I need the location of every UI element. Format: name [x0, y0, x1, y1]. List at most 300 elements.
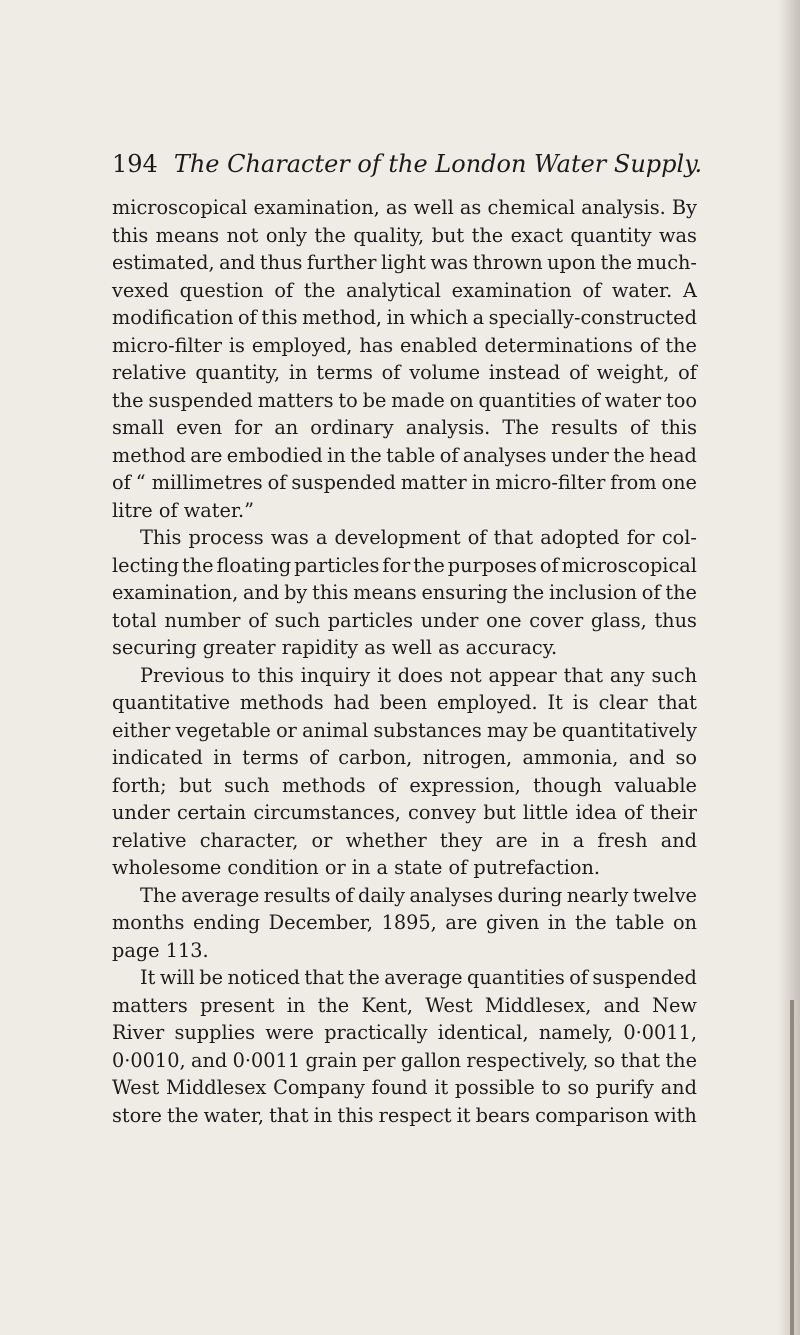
word: present	[200, 993, 275, 1017]
word: during	[497, 883, 563, 907]
word: the	[613, 443, 645, 467]
word: water	[604, 388, 662, 412]
word: means	[155, 223, 220, 247]
word: the	[348, 966, 380, 989]
word: comparison	[535, 1103, 649, 1127]
word: or	[311, 828, 333, 852]
word: question	[179, 278, 264, 302]
word: this	[337, 1103, 374, 1127]
word: ammonia,	[522, 746, 619, 769]
word: daily	[357, 883, 406, 907]
word: of	[381, 361, 401, 384]
word: gallon	[400, 1048, 462, 1072]
word: and	[190, 1048, 228, 1072]
word: micro-filter	[112, 333, 222, 357]
word: store	[112, 1103, 162, 1127]
word: Middlesex	[166, 1076, 267, 1099]
word: though	[533, 773, 603, 797]
word: under	[112, 801, 170, 824]
word: This	[140, 526, 182, 549]
word: of	[467, 526, 487, 549]
text-line	[112, 689, 697, 717]
word: their	[649, 801, 697, 824]
text-line	[112, 964, 697, 992]
word: under	[420, 608, 479, 632]
text-line	[112, 359, 697, 387]
word: not	[226, 223, 259, 247]
word: 0·0010,	[112, 1048, 186, 1072]
word: upon	[547, 251, 596, 274]
word: process	[188, 526, 264, 549]
word: head	[649, 443, 697, 467]
word: Previous	[140, 663, 225, 687]
text-line	[112, 854, 697, 882]
word: inquiry	[300, 663, 371, 687]
word: may	[486, 718, 528, 742]
word: examination	[451, 278, 572, 302]
word: to	[338, 388, 358, 412]
word: page 113.	[112, 938, 209, 962]
word: examination,	[112, 581, 239, 604]
word: given	[486, 911, 540, 934]
text-line	[112, 304, 697, 332]
word: in	[286, 993, 306, 1017]
word: microscopical	[112, 196, 248, 219]
text-line	[112, 992, 697, 1020]
word: of	[112, 471, 131, 494]
word: but	[179, 773, 212, 797]
word: well	[413, 196, 454, 219]
word: light	[380, 251, 426, 274]
word: will	[159, 966, 195, 989]
word: in	[313, 1103, 333, 1127]
word: or	[276, 718, 297, 742]
word: particles	[294, 553, 380, 577]
word: was	[270, 526, 309, 549]
word: A	[682, 278, 697, 302]
word: substances	[373, 718, 482, 742]
word: the	[182, 553, 214, 577]
word: modification	[112, 306, 234, 329]
word: that	[493, 526, 534, 549]
word: quantities	[466, 966, 565, 989]
word: months	[112, 911, 185, 934]
word: the	[512, 581, 545, 604]
text-line	[112, 744, 697, 772]
word: method	[112, 443, 186, 467]
word: nitrogen,	[422, 746, 513, 769]
text-line	[112, 387, 697, 415]
word: floating	[216, 553, 292, 577]
word: in	[547, 911, 567, 934]
word: table	[615, 911, 665, 934]
word: with	[654, 1103, 697, 1127]
text-line	[112, 249, 697, 277]
word: ordinary	[310, 416, 394, 439]
word: nearly	[566, 883, 629, 907]
word: a	[315, 526, 328, 549]
word: thus	[654, 608, 697, 632]
word: valuable	[614, 773, 697, 797]
word: small	[112, 416, 165, 439]
word: matter	[400, 471, 467, 494]
word: inclusion	[548, 581, 637, 604]
word: The	[502, 416, 540, 439]
word: practically	[324, 1021, 428, 1044]
word: the	[575, 911, 607, 934]
word: a	[472, 306, 485, 329]
word: are	[495, 828, 528, 852]
word: analyses	[462, 443, 547, 467]
word: the	[600, 251, 633, 274]
word: of	[439, 443, 459, 467]
word: identical,	[437, 1021, 529, 1044]
word: this	[660, 416, 697, 439]
word: as	[459, 196, 482, 219]
word: cover	[529, 608, 584, 632]
word: in	[288, 361, 308, 384]
word: one	[661, 471, 697, 494]
word: the	[112, 388, 144, 412]
word: such	[651, 663, 697, 687]
word: they	[439, 828, 483, 852]
word: of	[641, 581, 661, 604]
word: means	[353, 581, 417, 604]
word: quantitatively	[561, 718, 697, 742]
text-line	[112, 772, 697, 800]
word: found	[371, 1076, 428, 1099]
word: development	[334, 526, 461, 549]
word: purposes	[447, 553, 537, 577]
word: Company	[273, 1076, 365, 1099]
word: results	[263, 883, 331, 907]
word: for	[234, 416, 263, 439]
text-line	[112, 332, 697, 360]
word: examination,	[253, 196, 380, 219]
word: indicated	[112, 746, 203, 769]
page-edge-shadow	[778, 0, 800, 1335]
word: table	[386, 443, 436, 467]
text-line	[112, 634, 697, 662]
word: be	[199, 966, 224, 989]
word: this	[257, 663, 294, 687]
word: the	[665, 581, 697, 604]
word: average	[384, 966, 463, 989]
word: grain	[305, 1048, 358, 1072]
word: December,	[268, 911, 373, 934]
word: matters	[112, 993, 188, 1017]
word: further	[306, 251, 377, 274]
word: this	[112, 223, 149, 247]
word: for	[626, 526, 655, 549]
word: of	[639, 333, 659, 357]
text-line	[112, 552, 697, 580]
word: appear	[488, 663, 557, 687]
word: suspended	[291, 471, 396, 494]
word: an	[274, 416, 299, 439]
word: in	[213, 746, 232, 769]
word: methods	[239, 691, 324, 714]
word: micro-filter	[495, 471, 606, 494]
word: volume	[409, 361, 480, 384]
word: on	[449, 388, 474, 412]
word: employed,	[251, 333, 353, 357]
word: ensuring	[421, 581, 508, 604]
word: but	[431, 223, 465, 247]
word: in	[540, 828, 560, 852]
word: that	[657, 691, 697, 714]
word: is	[228, 333, 245, 357]
word: does	[397, 663, 444, 687]
word: twelve	[632, 883, 697, 907]
word: quantitative	[112, 691, 231, 714]
word: but	[483, 801, 516, 824]
word: not	[449, 663, 482, 687]
word: be	[532, 718, 557, 742]
word: of	[309, 746, 328, 769]
word: It	[547, 691, 563, 714]
word: purify	[595, 1076, 654, 1099]
word: to	[541, 1076, 561, 1099]
word: under	[551, 443, 609, 467]
text-line	[112, 497, 697, 525]
word: 0·0011,	[623, 1021, 697, 1044]
word: col-	[661, 526, 697, 549]
word: been	[379, 691, 428, 714]
text-line	[112, 524, 697, 552]
text-line	[112, 414, 697, 442]
word: that	[269, 1103, 309, 1127]
word: has	[359, 333, 394, 357]
word: animal	[302, 718, 369, 742]
word: on	[672, 911, 697, 934]
word: respectively,	[466, 1048, 589, 1072]
word: the	[413, 553, 445, 577]
word: it	[377, 663, 391, 687]
word: analyses	[409, 883, 494, 907]
word: glass,	[590, 608, 647, 632]
word: so	[593, 1048, 616, 1072]
body-text	[112, 194, 697, 1129]
word: whether	[345, 828, 427, 852]
word: determinations	[484, 333, 633, 357]
word: thus	[259, 251, 303, 274]
word: enabled	[400, 333, 478, 357]
word: of	[378, 773, 397, 797]
word: of	[238, 306, 257, 329]
page-edge-line	[790, 1000, 794, 1335]
word: specially-constructed	[488, 306, 697, 329]
word: and	[219, 251, 256, 274]
word: lecting	[112, 553, 180, 577]
word: quality,	[353, 223, 425, 247]
word: so	[567, 1076, 590, 1099]
word: in	[327, 443, 346, 467]
word: circumstances,	[253, 801, 401, 824]
word: that	[563, 663, 604, 687]
text-line	[112, 607, 697, 635]
word: chemical	[487, 196, 576, 219]
text-line	[112, 222, 697, 250]
word: instead	[488, 361, 561, 384]
text-line	[112, 882, 697, 910]
word: adopted	[540, 526, 620, 549]
word: weight,	[596, 361, 670, 384]
word: West	[425, 993, 473, 1017]
word: in	[471, 471, 491, 494]
word: vexed	[112, 278, 169, 302]
word: Middlesex,	[484, 993, 592, 1017]
word: only	[265, 223, 307, 247]
word: suspended	[148, 388, 253, 412]
word: little	[522, 801, 569, 824]
word: which	[409, 306, 469, 329]
word: by	[284, 581, 308, 604]
word: even	[176, 416, 223, 439]
text-line	[112, 579, 697, 607]
word: fresh	[597, 828, 648, 852]
word: analysis.	[405, 416, 491, 439]
word: and	[660, 1076, 697, 1099]
word: and	[603, 993, 640, 1017]
word: the	[350, 443, 382, 467]
word: too	[665, 388, 697, 412]
word: convey	[408, 801, 477, 824]
word: supplies	[174, 1021, 256, 1044]
word: vegetable	[175, 718, 271, 742]
word: The	[140, 883, 177, 907]
word: analytical	[346, 278, 441, 302]
word: By	[671, 196, 697, 219]
word: 1895,	[381, 911, 437, 934]
word: were	[265, 1021, 314, 1044]
word: New	[652, 993, 697, 1017]
word: the	[166, 1103, 199, 1127]
word: of	[539, 553, 559, 577]
word: this	[312, 581, 349, 604]
word: microscopical	[561, 553, 697, 577]
text-line	[112, 194, 697, 222]
word: litre of water.”	[112, 498, 254, 522]
page-number: 194	[112, 150, 158, 178]
word: thrown	[472, 251, 543, 274]
word: analysis.	[581, 196, 666, 219]
word: had	[333, 691, 370, 714]
word: quantities	[478, 388, 577, 412]
word: matters	[257, 388, 334, 412]
word: total	[112, 608, 157, 632]
word: certain	[176, 801, 247, 824]
word: such	[224, 773, 270, 797]
word: either	[112, 718, 171, 742]
word: expression,	[409, 773, 521, 797]
word: of	[581, 388, 600, 412]
word: carbon,	[338, 746, 413, 769]
word: particles	[327, 608, 414, 632]
word: the	[303, 278, 336, 302]
word: was	[659, 223, 697, 247]
word: methods	[281, 773, 366, 797]
word: quantity	[570, 223, 652, 247]
word: possible	[454, 1076, 535, 1099]
word: estimated,	[112, 251, 215, 274]
word: terms	[316, 361, 373, 384]
word: of	[569, 966, 588, 989]
word: wholesome condition or in a state of putrefaction.	[112, 856, 601, 879]
word: be	[362, 388, 387, 412]
word: West	[112, 1076, 160, 1099]
text-line	[112, 799, 697, 827]
word: method,	[302, 306, 383, 329]
word: relative	[112, 828, 187, 852]
word: water.	[611, 278, 673, 302]
word: the	[665, 333, 697, 357]
word: water,	[203, 1103, 265, 1127]
word: average	[181, 883, 260, 907]
word: results	[551, 416, 618, 439]
text-line	[112, 442, 697, 470]
word: of	[334, 883, 354, 907]
word: clear	[598, 691, 648, 714]
word: made	[391, 388, 445, 412]
text-line	[112, 277, 697, 305]
word: namely,	[538, 1021, 614, 1044]
word: Kent,	[361, 993, 414, 1017]
word: of	[624, 801, 643, 824]
text-line	[112, 1102, 697, 1130]
word: of	[569, 361, 588, 384]
word: that	[620, 1048, 661, 1072]
text-line	[112, 1047, 697, 1075]
word: respect	[378, 1103, 452, 1127]
word: “ millimetres	[135, 471, 263, 494]
word: securing greater rapidity as well as accuracy.	[112, 636, 558, 659]
text-line	[112, 827, 697, 855]
word: so	[675, 746, 697, 769]
word: ending	[192, 911, 261, 934]
word: of	[678, 361, 697, 384]
word: of	[629, 416, 649, 439]
word: noticed	[227, 966, 300, 989]
word: of	[582, 278, 602, 302]
word: character,	[199, 828, 299, 852]
text-line	[112, 909, 697, 937]
word: suspended	[592, 966, 697, 989]
word: the	[317, 993, 350, 1017]
word: the	[314, 223, 346, 247]
word: to	[231, 663, 251, 687]
word: it	[434, 1076, 449, 1099]
word: and	[243, 581, 280, 604]
word: exact	[510, 223, 563, 247]
word: such	[274, 608, 321, 632]
word: per	[362, 1048, 396, 1072]
word: of	[267, 471, 287, 494]
word: is	[572, 691, 589, 714]
word: 0·0011	[232, 1048, 301, 1072]
word: embodied	[226, 443, 323, 467]
word: bears	[475, 1103, 530, 1127]
word: as	[385, 196, 408, 219]
word: it	[456, 1103, 471, 1127]
word: relative	[112, 361, 187, 384]
word: any	[609, 663, 645, 687]
word: the	[665, 1048, 697, 1072]
word: are	[445, 911, 478, 934]
text-line	[112, 717, 697, 745]
word: a	[572, 828, 585, 852]
text-line	[112, 1019, 697, 1047]
